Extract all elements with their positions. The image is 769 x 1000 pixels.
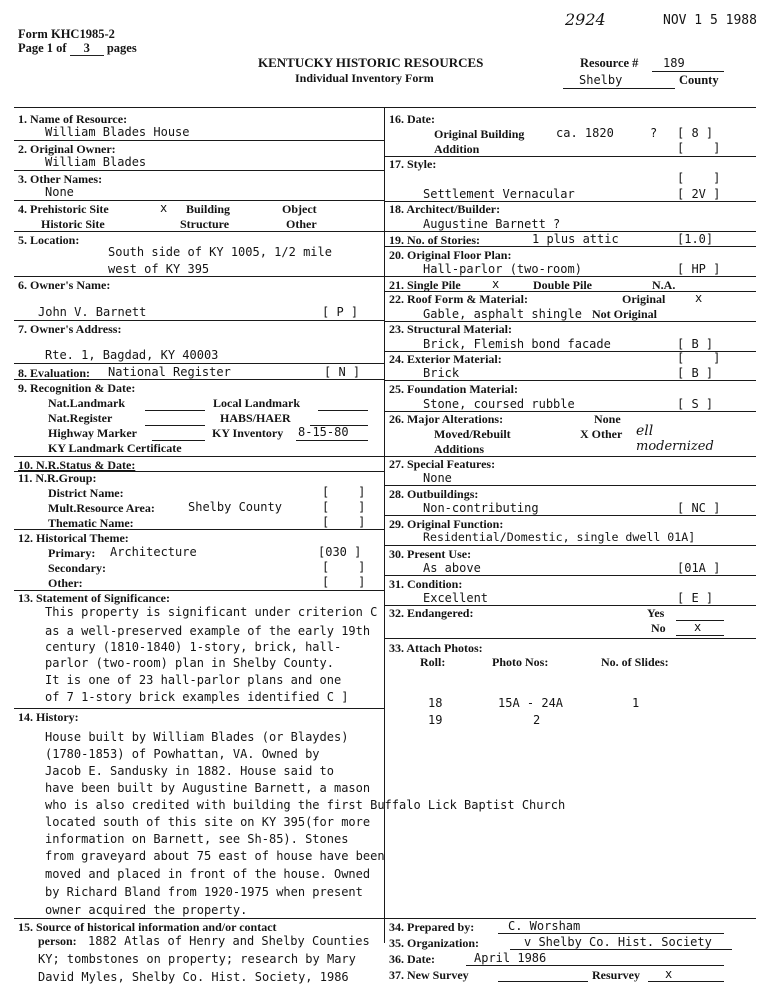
field-23-value: Brick, Flemish bond facade (423, 337, 611, 351)
field-3-value: None (45, 185, 74, 199)
county-value: Shelby (579, 73, 623, 87)
field-14-line-10: by Richard Bland from 1920-1975 when present (45, 885, 363, 899)
field-19-code: [1.0] (677, 232, 714, 246)
field-14-line-6: located south of this site on KY 395(for more (45, 815, 371, 829)
field-14-line-8: from graveyard about 75 east of house have been (45, 849, 385, 863)
field-28-code: [ NC ] (677, 501, 721, 515)
field-8-label: 8. Evaluation: (18, 366, 91, 380)
page-prefix: Page 1 of (18, 41, 67, 55)
field-29-label: 29. Original Function: (389, 517, 504, 531)
field-21-label: 21. Single Pile (389, 278, 461, 292)
field-31-value: Excellent (423, 591, 489, 605)
field-1-label: 1. Name of Resource: (18, 112, 128, 126)
field-5-line2: west of KY 395 (108, 262, 210, 276)
field-22-mark: x (695, 291, 703, 305)
field-1-value: William Blades House (45, 125, 190, 139)
field-12-secondary-box: [ ] (322, 560, 366, 574)
field-21-mark: x (492, 277, 500, 291)
field-14-line-9: moved and placed in front of the house. Owned (45, 867, 371, 881)
field-4-historic: Historic Site (41, 217, 105, 231)
field-26-none: None (594, 412, 621, 426)
field-9-kyinv: KY Inventory (212, 426, 284, 440)
field-9-habs: HABS/HAER (220, 411, 291, 425)
field-14-line-4: have been built by Augustine Barnett, a mason (45, 781, 371, 795)
field-33-row1-nos: 15A - 24A (498, 696, 564, 710)
field-24-code: [ B ] (677, 366, 714, 380)
field-13-line-5: It is one of 23 hall-parlor plans and one (45, 673, 342, 687)
field-16-label: 16. Date: (389, 112, 435, 126)
field-32-label: 32. Endangered: (389, 606, 474, 620)
field-7-value: Rte. 1, Bagdad, KY 40003 (45, 348, 219, 362)
page-suffix: pages (106, 41, 137, 55)
resource-label: Resource # (580, 56, 639, 70)
field-20-value: Hall-parlor (two-room) (423, 262, 582, 276)
field-27-label: 27. Special Features: (389, 457, 496, 471)
form-title: KENTUCKY HISTORIC RESOURCES (258, 55, 484, 70)
field-12-secondary: Secondary: (48, 561, 106, 575)
field-14-line-11: owner acquired the property. (45, 903, 248, 917)
field-33-roll: Roll: (420, 655, 446, 669)
field-6-value: John V. Barnett (38, 305, 147, 319)
field-12-primary-code: [030 ] (318, 545, 362, 559)
field-2-value: William Blades (45, 155, 147, 169)
field-14-line-2: (1780-1853) of Powhattan, VA. Owned by (45, 747, 320, 761)
stamp-date: NOV 1 5 1988 (663, 13, 757, 28)
field-11-mult-box: [ ] (322, 500, 366, 514)
field-35-label: 35. Organization: (389, 936, 479, 950)
field-32-yes: Yes (647, 606, 665, 620)
field-19-label: 19. No. of Stories: (389, 233, 480, 247)
field-13-line-4: parlor (two-room) plan in Shelby County. (45, 656, 334, 670)
field-13-line-3: century (1810-1840) 1-story, brick, hall- (45, 640, 342, 654)
field-15-line-2: KY; tombstones on property; research by Mary (38, 952, 356, 966)
field-9-kyinv-date: 8-15-80 (298, 425, 349, 439)
form-subtitle: Individual Inventory Form (295, 71, 434, 85)
field-16-q: ? (650, 126, 658, 140)
field-14-line-5: who is also credited with building the first Buffalo Lick Baptist Church (45, 798, 566, 812)
field-32-no: No (651, 621, 666, 635)
field-4-other: Other (286, 217, 317, 231)
field-14-label: 14. History: (18, 710, 79, 724)
field-9-highway: Highway Marker (48, 426, 137, 440)
field-33-row2-roll: 19 (428, 713, 443, 727)
field-12-primary-value: Architecture (110, 545, 197, 559)
page-count (18, 42, 137, 56)
field-36-label: 36. Date: (389, 952, 435, 966)
field-26-add: Additions (434, 442, 485, 456)
field-8-code: [ N ] (324, 365, 361, 379)
field-18-label: 18. Architect/Builder: (389, 202, 501, 216)
field-33-slides: No. of Slides: (601, 655, 669, 669)
field-37-mark: x (665, 967, 673, 981)
page-total: 3 (70, 42, 104, 56)
field-25-value: Stone, coursed rubble (423, 397, 575, 411)
field-9-cert: KY Landmark Certificate (48, 441, 182, 455)
field-3-label: 3. Other Names: (18, 172, 103, 186)
field-30-value: As above (423, 561, 481, 575)
field-33-photonos: Photo Nos: (492, 655, 549, 669)
field-15-line-1: 1882 Atlas of Henry and Shelby Counties (88, 934, 370, 948)
field-24-label: 24. Exterior Material: (389, 352, 502, 366)
field-19-value: 1 plus attic (532, 232, 619, 246)
field-4-building: Building (186, 202, 231, 216)
field-25-label: 25. Foundation Material: (389, 382, 518, 396)
field-35-value: v Shelby Co. Hist. Society (524, 935, 712, 949)
field-34-label: 34. Prepared by: (389, 920, 475, 934)
field-11-mult-value: Shelby County (188, 500, 282, 514)
field-23-label: 23. Structural Material: (389, 322, 512, 336)
field-10-label: 10. N.R.Status & Date: (18, 458, 136, 472)
field-4-label: 4. Prehistoric Site (18, 202, 109, 216)
resource-number: 189 (663, 56, 685, 70)
field-32-mark: x (694, 620, 702, 634)
field-14-line-7: information on Barnett, see Sh-85). Stones (45, 832, 349, 846)
field-11-label: 11. N.R.Group: (18, 471, 97, 485)
field-26-other-hand: ell (636, 423, 654, 439)
field-6-label: 6. Owner's Name: (18, 278, 111, 292)
field-17-value: Settlement Vernacular (423, 187, 575, 201)
field-13-line-1: This property is significant under criterion C (45, 605, 378, 619)
field-9-local: Local Landmark (213, 396, 301, 410)
field-15-label: 15. Source of historical information and/or contact (18, 920, 277, 934)
field-18-value: Augustine Barnett ? (423, 217, 561, 231)
field-12-other-box: [ ] (322, 575, 366, 589)
field-28-label: 28. Outbuildings: (389, 487, 479, 501)
field-25-code: [ S ] (677, 397, 714, 411)
field-2-label: 2. Original Owner: (18, 142, 116, 156)
field-13-line-6: of 7 1-story brick examples identified C ] (45, 690, 349, 704)
field-31-code: [ E ] (677, 591, 714, 605)
field-31-label: 31. Condition: (389, 577, 463, 591)
field-33-row1-roll: 18 (428, 696, 443, 710)
field-26-moved: Moved/Rebuilt (434, 427, 511, 441)
field-28-value: Non-contributing (423, 501, 539, 515)
field-9-label: 9. Recognition & Date: (18, 381, 136, 395)
field-22-value: Gable, asphalt shingle (423, 307, 582, 321)
field-7-label: 7. Owner's Address: (18, 322, 122, 336)
field-23-code: [ B ] (677, 337, 714, 351)
field-12-other: Other: (48, 576, 83, 590)
field-9-natreg: Nat.Register (48, 411, 113, 425)
field-33-row1-slides: 1 (632, 696, 640, 710)
field-30-code: [01A ] (677, 561, 721, 575)
field-14-line-1: House built by William Blades (or Blaydes) (45, 730, 349, 744)
field-36-value: April 1986 (474, 951, 547, 965)
field-16-orig-value: ca. 1820 (556, 126, 614, 140)
field-16-add-box: [ ] (677, 141, 721, 155)
field-20-label: 20. Original Floor Plan: (389, 248, 512, 262)
field-6-code: [ P ] (322, 305, 359, 319)
field-22-notorig: Not Original (592, 307, 657, 321)
field-26-label: 26. Major Alterations: (389, 412, 504, 426)
county-label: County (679, 73, 719, 87)
field-27-value: None (423, 471, 452, 485)
field-9-natlandmark: Nat.Landmark (48, 396, 126, 410)
field-11-district-box: [ ] (322, 485, 366, 499)
field-17-code: [ 2V ] (677, 187, 721, 201)
field-24-value: Brick (423, 366, 460, 380)
field-30-label: 30. Present Use: (389, 547, 472, 561)
stamp-number: 2924 (565, 10, 606, 29)
field-20-code: [ HP ] (677, 262, 721, 276)
field-16-orig-code: [ 8 ] (677, 126, 714, 140)
form-id: Form KHC1985-2 (18, 27, 115, 41)
field-8-value: National Register (108, 365, 231, 379)
field-26-other: X Other (580, 427, 623, 441)
field-33-label: 33. Attach Photos: (389, 641, 483, 655)
field-33-row2-nos: 2 (533, 713, 541, 727)
field-22-label: 22. Roof Form & Material: (389, 292, 528, 306)
field-29-value: Residential/Domestic, single dwell 01A] (423, 530, 696, 544)
field-17-box: [ ] (677, 171, 721, 185)
field-16-orig: Original Building (434, 127, 525, 141)
field-37-resurvey: Resurvey (592, 968, 640, 982)
field-5-line1: South side of KY 1005, 1/2 mile (108, 245, 332, 259)
field-14-line-3: Jacob E. Sandusky in 1882. House said to (45, 764, 334, 778)
field-13-line-2: as a well-preserved example of the early 19th (45, 624, 371, 638)
field-21-double: Double Pile (533, 278, 592, 292)
field-21-na: N.A. (652, 278, 676, 292)
field-13-label: 13. Statement of Significance: (18, 591, 170, 605)
field-37-label: 37. New Survey (389, 968, 469, 982)
field-4-structure: Structure (180, 217, 230, 231)
field-12-primary: Primary: (48, 546, 96, 560)
field-17-label: 17. Style: (389, 157, 437, 171)
field-34-value: C. Worsham (508, 919, 581, 933)
field-22-original: Original (622, 292, 666, 306)
field-15-label2: person: (38, 934, 77, 948)
field-11-thematic-box: [ ] (322, 515, 366, 529)
field-4-object: Object (282, 202, 317, 216)
field-16-add: Addition (434, 142, 480, 156)
field-4-mark: x (160, 201, 168, 215)
field-11-mult: Mult.Resource Area: (48, 501, 155, 515)
field-24-box: [ ] (677, 351, 721, 365)
field-5-label: 5. Location: (18, 233, 80, 247)
field-11-thematic: Thematic Name: (48, 516, 134, 530)
field-26-hand: modernized (636, 439, 714, 454)
field-12-label: 12. Historical Theme: (18, 531, 129, 545)
field-15-line-3: David Myles, Shelby Co. Hist. Society, 1986 (38, 970, 349, 984)
field-11-district: District Name: (48, 486, 124, 500)
